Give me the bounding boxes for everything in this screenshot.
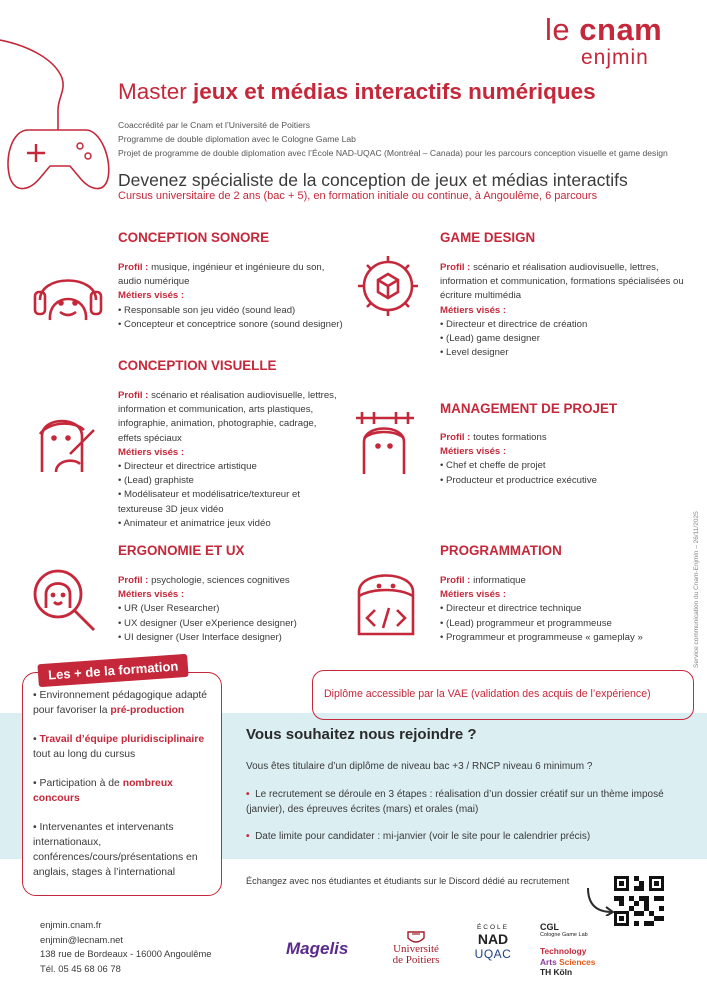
drawing-character-icon (36, 410, 98, 474)
manager-character-icon (350, 408, 420, 476)
magnifier-icon (30, 566, 100, 636)
section-title-management: MANAGEMENT DE PROJET (440, 401, 618, 416)
section-management-text: Profil : toutes formations Métiers visés : • Chef et cheffe de projet • Producteur et productrice exécutive (440, 431, 690, 488)
magelis-logo: Magelis (286, 939, 349, 958)
code-icon (355, 566, 417, 636)
contact-address: 138 rue de Bordeaux - 16000 Angoulême (40, 948, 212, 960)
vae-text: Diplôme accessible par la VAE (validation des acquis de l’expérience) (324, 688, 651, 700)
les-plus-item: • Participation à de nombreux concours (33, 778, 173, 804)
contact-site[interactable]: enjmin.cnam.fr (40, 919, 102, 930)
les-plus-item: • Environnement pédagogique adapté pour favoriser la pré-production (33, 690, 208, 716)
join-title: Vous souhaitez nous rejoindre ? (246, 726, 477, 743)
nad-uqac-logo: ÉCOLE NAD UQAC (474, 924, 512, 961)
contact-email[interactable]: enjmin@lecnam.net (40, 933, 123, 945)
section-visuelle-text: Profil : scénario et réalisation audiovisuelle, lettres, information et communication, arts plastiques, infographie, animation, photographie, cadrage, effets spéciaux Métiers visés : • Directeur et directrice artistique • (Lead) graphiste • Modélisateur et modélisatrice/textureur et textureuse 3D jeux vidéo • Animateur et animatrice jeux vidéo (118, 389, 338, 531)
join-bullet: • Date limite pour candidater : mi-janvier (voir le site pour le calendrier précis) (246, 831, 591, 842)
section-title-visuelle: CONCEPTION VISUELLE (118, 358, 277, 373)
accreditation-list: Coaccrédité par le Cnam et l’Université de Poitiers Programme de double diplomation avec le Cologne Game Lab Projet de programme de double diplomation avec l’École NAD-UQAC (Montréal – Canada) pour les parcours conception visuelle et game design (118, 120, 668, 158)
logo-le: le (545, 12, 571, 47)
side-note: Service communication du Cnam-Enjmin – 26/11/2025 (693, 511, 700, 668)
th-koln-logo: Technology Arts Sciences TH Köln (540, 946, 596, 977)
section-sonore-text: Profil : musique, ingénieur et ingénieure du son, audio numérique Métiers visés : • Responsable son jeu vidéo (sound lead) • Concepteur et conceptrice sonore (sound designer) (118, 261, 350, 332)
headline: Devenez spécialiste de la conception de jeux et médias interactifs (118, 170, 628, 190)
section-title-ergo: ERGONOMIE ET UX (118, 543, 245, 558)
section-title-prog: PROGRAMMATION (440, 543, 562, 558)
join-intro: Vous êtes titulaire d’un diplôme de niveau bac +3 / RNCP niveau 6 minimum ? (246, 761, 593, 772)
les-plus-list (33, 688, 213, 880)
arrow-icon (584, 882, 618, 916)
logo-cnam: cnam (579, 12, 663, 47)
les-plus-item: • Travail d’équipe pluridisciplinaire tout au long du cursus (33, 734, 205, 760)
poitiers-logo: Université de Poitiers (385, 930, 447, 966)
section-title-gamedesign: GAME DESIGN (440, 230, 536, 245)
page-title: Master jeux et médias interactifs numériques (118, 79, 596, 104)
poitiers-crest-icon (406, 930, 426, 944)
join-bullet: • Le recrutement se déroule en 3 étapes : réalisation d’un dossier créatif sur un thème imposé (janvier), des épreuves écrites (mars) et orales (mai) (246, 789, 664, 815)
gear-dice-icon (352, 250, 424, 322)
section-gamedesign-text: Profil : scénario et réalisation audiovisuelle, lettres, information et communication, formations spécialisées ou écriture multimédia Métiers visés : • Directeur et directrice de création • (Lead) game designer • Level designer (440, 261, 690, 360)
contact-phone: Tél. 05 45 68 06 78 (40, 962, 121, 974)
qr-code-icon[interactable] (614, 876, 664, 926)
les-plus-tag: Les + de la formation (37, 654, 189, 687)
contact-block (40, 918, 211, 976)
les-plus-item: • Intervenantes et intervenants internationaux, conférences/cours/présentations en anglais, stages à l’international (33, 822, 198, 878)
cnam-logo (545, 12, 662, 48)
section-title-sonore: CONCEPTION SONORE (118, 230, 270, 245)
section-ergo-text: Profil : psychologie, sciences cognitives Métiers visés : • UR (User Researcher) • UX designer (User eXperience designer) • UI designer (User Interface designer) (118, 574, 350, 645)
discord-text: Échangez avec nos étudiantes et étudiants sur le Discord dédié au recrutement (246, 876, 570, 886)
gamepad-icon (0, 38, 110, 198)
cgl-logo: CGL Cologne Game Lab (540, 922, 588, 938)
subheadline: Cursus universitaire de 2 ans (bac + 5), en formation initiale ou continue, à Angoulême, 6 parcours (118, 190, 598, 202)
enjmin-logo: enjmin (581, 46, 649, 69)
headphones-icon (32, 262, 104, 324)
section-prog-text: Profil : informatique Métiers visés : • Directeur et directrice technique • (Lead) programmeur et programmeuse • Programmeur et programmeuse « gameplay » (440, 574, 690, 645)
